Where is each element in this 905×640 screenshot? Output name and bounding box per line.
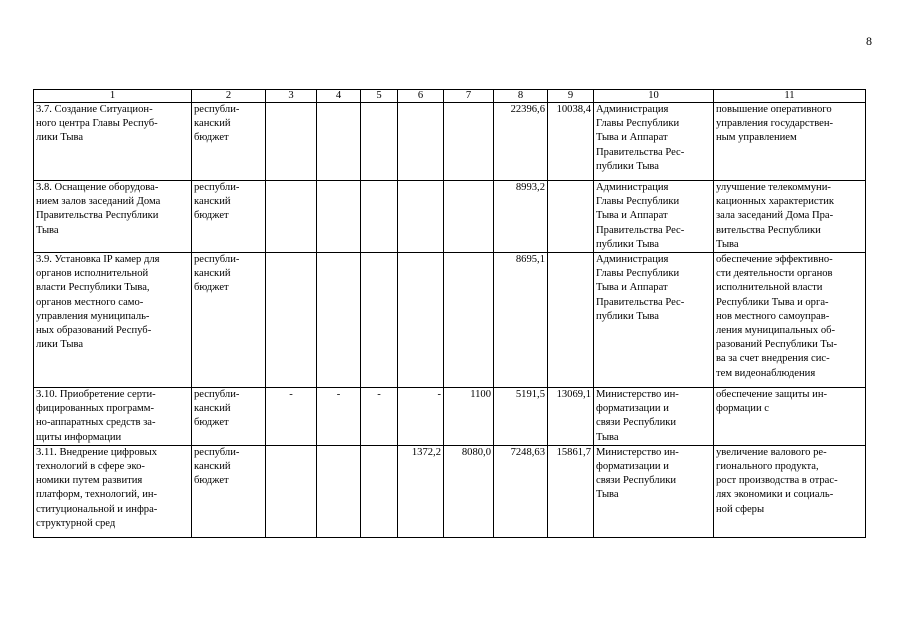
- value-cell-col7: [444, 253, 494, 388]
- program-table: [33, 89, 866, 538]
- header-cell: 10: [594, 90, 714, 103]
- value-cell-col8: 8695,1: [494, 253, 548, 388]
- value-cell-col5: [361, 445, 398, 537]
- table-row: [34, 388, 866, 446]
- header-row: [34, 90, 866, 103]
- value-cell-col6: -: [398, 388, 444, 446]
- header-cell: 9: [548, 90, 594, 103]
- table-row: [34, 103, 866, 181]
- funding-source-cell: республи- канский бюджет: [192, 388, 266, 446]
- value-cell-col8: 8993,2: [494, 181, 548, 253]
- value-cell-col3: [266, 445, 317, 537]
- value-cell-col9: 15861,7: [548, 445, 594, 537]
- header-cell: 1: [34, 90, 192, 103]
- value-cell-col5: [361, 253, 398, 388]
- expected-result-cell: увеличение валового ре- гионального продукта, рост производства в отрас- лях экономики и социаль- ной сферы: [714, 445, 866, 537]
- value-cell-col3: [266, 103, 317, 181]
- funding-source-cell: республи- канский бюджет: [192, 253, 266, 388]
- row-name-cell: 3.8. Оснащение оборудова- нием залов заседаний Дома Правительства Республики Тыва: [34, 181, 192, 253]
- value-cell-col7: 8080,0: [444, 445, 494, 537]
- value-cell-col8: 5191,5: [494, 388, 548, 446]
- table-row: [34, 445, 866, 537]
- table-row: [34, 253, 866, 388]
- value-cell-col9: 10038,4: [548, 103, 594, 181]
- value-cell-col5: [361, 181, 398, 253]
- header-cell: 2: [192, 90, 266, 103]
- value-cell-col4: [317, 253, 361, 388]
- executor-cell: Администрация Главы Республики Тыва и Аппарат Правительства Рес- публики Тыва: [594, 103, 714, 181]
- value-cell-col6: 1372,2: [398, 445, 444, 537]
- value-cell-col9: [548, 253, 594, 388]
- row-name-cell: 3.9. Установка IP камер для органов исполнительной власти Республики Тыва, органов местного само- управления муниципаль- ных образований Респуб- лики Тыва: [34, 253, 192, 388]
- page-number: 8: [866, 34, 872, 48]
- row-name-cell: 3.10. Приобретение серти- фицированных программ- но-аппаратных средств за- щиты информации: [34, 388, 192, 446]
- value-cell-col6: [398, 253, 444, 388]
- value-cell-col5: -: [361, 388, 398, 446]
- executor-cell: Администрация Главы Республики Тыва и Аппарат Правительства Рес- публики Тыва: [594, 181, 714, 253]
- value-cell-col6: [398, 103, 444, 181]
- value-cell-col3: [266, 253, 317, 388]
- value-cell-col8: 22396,6: [494, 103, 548, 181]
- value-cell-col8: 7248,63: [494, 445, 548, 537]
- header-cell: 11: [714, 90, 866, 103]
- value-cell-col4: [317, 103, 361, 181]
- row-name-cell: 3.7. Создание Ситуацион- ного центра Главы Респуб- лики Тыва: [34, 103, 192, 181]
- header-cell: 8: [494, 90, 548, 103]
- header-cell: 6: [398, 90, 444, 103]
- expected-result-cell: повышение оперативного управления государствен- ным управлением: [714, 103, 866, 181]
- expected-result-cell: обеспечение эффективно- сти деятельности органов исполнительной власти Республики Тыва и орга- нов местного самоуправ- ления муниципальных об- разований Республики Ты- ва за счет внедрения сис- тем видеонаблюдения: [714, 253, 866, 388]
- value-cell-col4: [317, 181, 361, 253]
- funding-source-cell: республи- канский бюджет: [192, 445, 266, 537]
- value-cell-col3: -: [266, 388, 317, 446]
- executor-cell: Министерство ин- форматизации и связи Республики Тыва: [594, 445, 714, 537]
- value-cell-col7: [444, 103, 494, 181]
- value-cell-col7: [444, 181, 494, 253]
- executor-cell: Администрация Главы Республики Тыва и Аппарат Правительства Рес- публики Тыва: [594, 253, 714, 388]
- executor-cell: Министерство ин- форматизации и связи Республики Тыва: [594, 388, 714, 446]
- value-cell-col4: -: [317, 388, 361, 446]
- value-cell-col3: [266, 181, 317, 253]
- value-cell-col9: 13069,1: [548, 388, 594, 446]
- value-cell-col5: [361, 103, 398, 181]
- expected-result-cell: улучшение телекоммуни- кационных характеристик зала заседаний Дома Пра- вительства Республики Тыва: [714, 181, 866, 253]
- header-cell: 7: [444, 90, 494, 103]
- row-name-cell: 3.11. Внедрение цифровых технологий в сфере эко- номики путем развития платформ, технологий, ин- ституциональной и инфра- структурной сред: [34, 445, 192, 537]
- header-cell: 4: [317, 90, 361, 103]
- header-cell: 3: [266, 90, 317, 103]
- funding-source-cell: республи- канский бюджет: [192, 103, 266, 181]
- table-row: [34, 181, 866, 253]
- value-cell-col9: [548, 181, 594, 253]
- funding-source-cell: республи- канский бюджет: [192, 181, 266, 253]
- value-cell-col7: 1100: [444, 388, 494, 446]
- header-cell: 5: [361, 90, 398, 103]
- expected-result-cell: обеспечение защиты ин- формации с: [714, 388, 866, 446]
- value-cell-col4: [317, 445, 361, 537]
- value-cell-col6: [398, 181, 444, 253]
